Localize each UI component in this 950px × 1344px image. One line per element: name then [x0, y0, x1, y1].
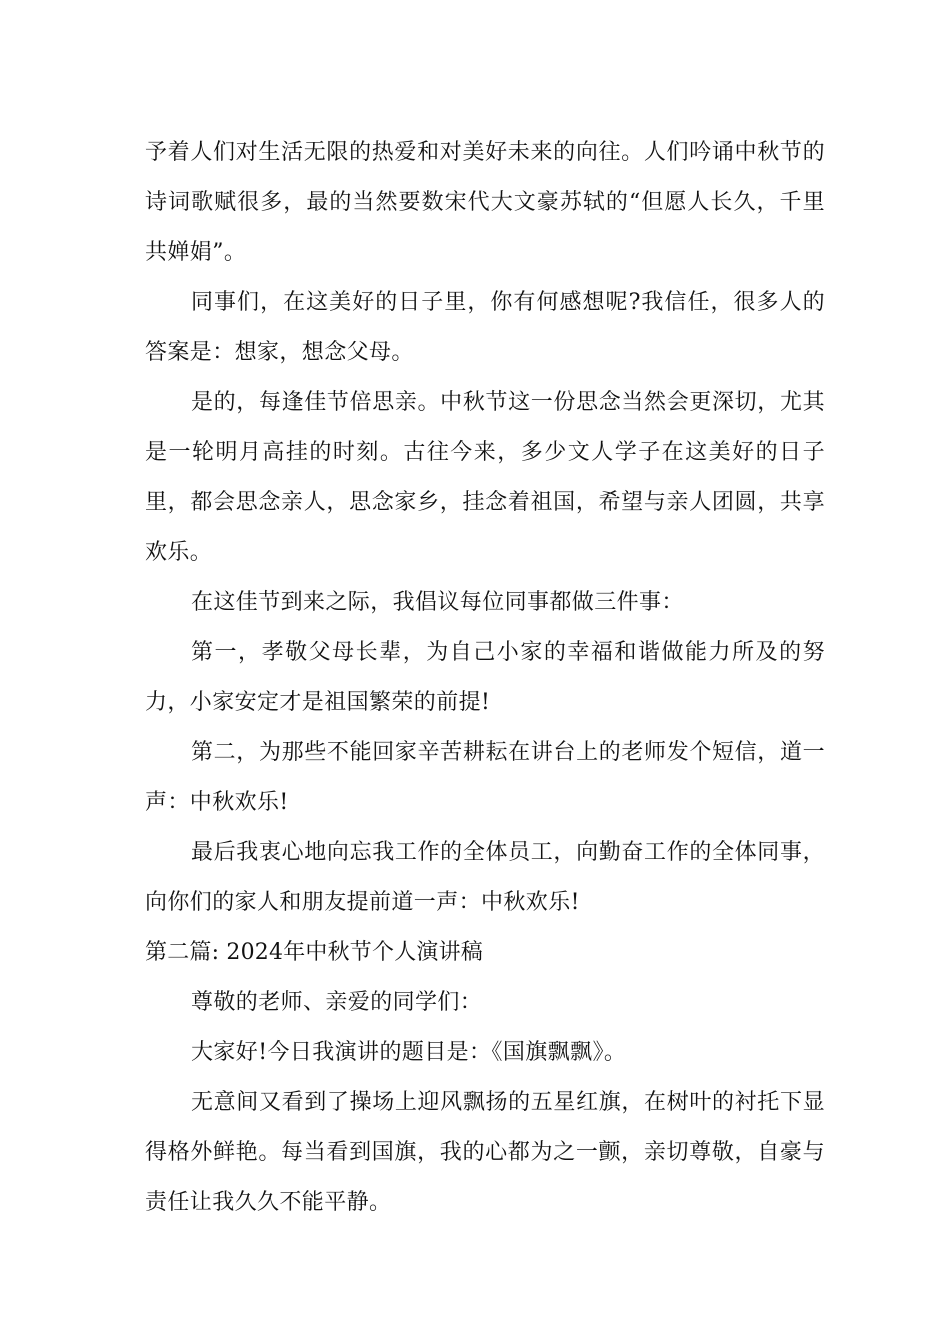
paragraph: 同事们，在这美好的日子里，你有何感想呢?我信任，很多人的答案是：想家，想念父母。	[145, 290, 825, 365]
paragraph: 最后我衷心地向忘我工作的全体员工，向勤奋工作的全体同事，向你们的家人和朋友提前道一声：中秋欢乐!	[145, 840, 825, 915]
section-heading: 第二篇: 2024年中秋节个人演讲稿	[145, 940, 483, 965]
paragraph: 予着人们对生活无限的热爱和对美好未来的向往。人们吟诵中秋节的诗词歌赋很多，最的当然要数宋代大文豪苏轼的“但愿人长久，千里共婵娟”。	[145, 140, 825, 265]
paragraph: 尊敬的老师、亲爱的同学们：	[191, 990, 483, 1015]
paragraph: 无意间又看到了操场上迎风飘扬的五星红旗，在树叶的衬托下显得格外鲜艳。每当看到国旗，我的心都为之一颤，亲切尊敬，自豪与责任让我久久不能平静。	[145, 1090, 825, 1215]
paragraph: 大家好!今日我演讲的题目是：《国旗飘飘》。	[191, 1040, 627, 1065]
paragraph: 第二，为那些不能回家辛苦耕耘在讲台上的老师发个短信，道一声：中秋欢乐!	[145, 740, 825, 815]
document-body	[145, 128, 825, 1228]
paragraph: 在这佳节到来之际，我倡议每位同事都做三件事：	[191, 590, 684, 615]
paragraph: 是的，每逢佳节倍思亲。中秋节这一份思念当然会更深切，尤其是一轮明月高挂的时刻。古往今来，多少文人学子在这美好的日子里，都会思念亲人，思念家乡，挂念着祖国，希望与亲人团圆，共享欢乐。	[145, 390, 825, 565]
paragraph: 第一，孝敬父母长辈，为自己小家的幸福和谐做能力所及的努力，小家安定才是祖国繁荣的前提!	[145, 640, 825, 715]
